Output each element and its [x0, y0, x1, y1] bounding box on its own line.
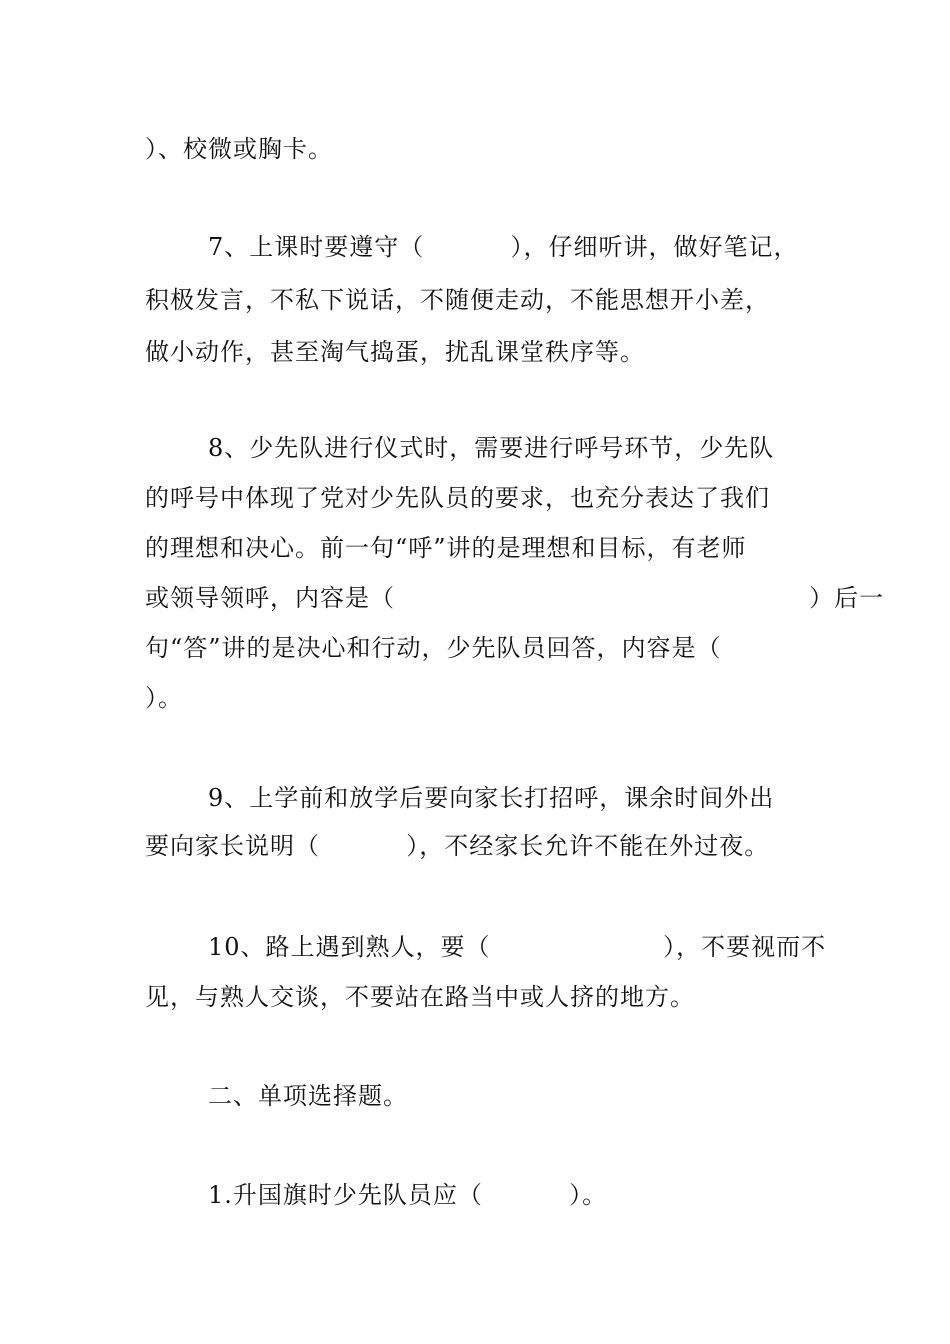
text-line: 句“答”讲的是决心和行动，少先队员回答，内容是（ [145, 634, 722, 662]
text-line: 的呼号中体现了党对少先队员的要求，也充分表达了我们 [145, 484, 770, 512]
question-10-line: 10、路上遇到熟人，要（ ），不要视而不 [208, 933, 827, 961]
text-line: 的理想和决心。前一句“呼”讲的是理想和目标，有老师 [145, 534, 747, 562]
text-line: ）、校微或胸卡。 [145, 135, 333, 163]
question-9-line: 9、上学前和放学后要向家长打招呼，课余时间外出 [208, 784, 775, 812]
choice-question-1: 1.升国旗时少先队员应（ ）。 [208, 1181, 608, 1209]
question-8-line: 8、少先队进行仪式时，需要进行呼号环节，少先队 [208, 434, 775, 462]
section-heading: 二、单项选择题。 [208, 1082, 408, 1110]
text-line: 或领导领呼，内容是（ ）后一 [145, 584, 885, 612]
text-line: 见，与熟人交谈，不要站在路当中或人挤的地方。 [145, 983, 695, 1011]
question-7-line: 7、上课时要遵守（ ），仔细听讲，做好笔记， [208, 233, 799, 261]
text-line: 要向家长说明（ ），不经家长允许不能在外过夜。 [145, 832, 770, 860]
text-line: ）。 [145, 684, 183, 712]
text-line: 做小动作，甚至淘气捣蛋，扰乱课堂秩序等。 [145, 338, 645, 366]
text-line: 积极发言，不私下说话，不随便走动，不能思想开小差， [145, 286, 770, 314]
